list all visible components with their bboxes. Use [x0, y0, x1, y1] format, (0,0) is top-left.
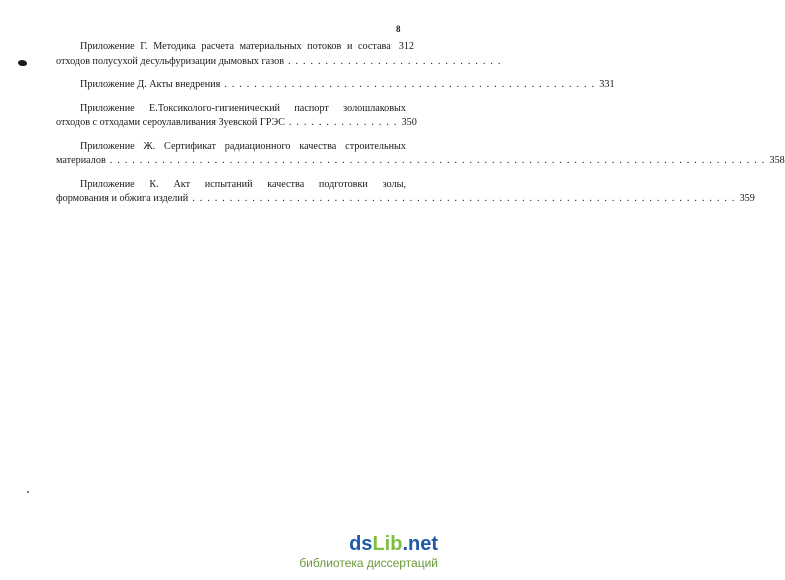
toc-leader-dots: . . . . . . . . . . . . . . . . . . . . . . . . . . . . . . . . . . . . . . . . . . . . . . . . . . . . . . . . . . . . . . . . . . . . . . . . . — [192, 193, 736, 204]
watermark — [299, 534, 438, 570]
toc-entry-page: 358 — [769, 155, 785, 166]
toc-entry[interactable] — [56, 78, 615, 93]
toc-entry-title-line1: Приложение Е.Токсиколого-гигиенический паспорт золошлаковых — [80, 102, 406, 114]
toc-entry-title-line1: Приложение Ж. Сертификат радиационного качества строительных — [80, 140, 406, 152]
toc-entry[interactable] — [56, 102, 417, 131]
toc-entry-title: Приложение Д. Акты внедрения — [80, 79, 221, 90]
toc-entry[interactable] — [56, 178, 755, 207]
ink-blot-mark — [18, 60, 27, 66]
toc-entry-title-line1: Приложение К. Акт испытаний качества подготовки золы, — [80, 178, 406, 190]
watermark-logo: dsLib.net — [349, 533, 438, 555]
toc-entry-title-line2: отходов с отходами сероулавливания Зуевской ГРЭС — [56, 117, 285, 128]
toc-leader-dots: . . . . . . . . . . . . . . . . . . . . . . . . . . . . . . . . . . . . . . . . . . . . . . . . . . — [224, 79, 596, 90]
toc-entry-page: 350 — [401, 117, 417, 128]
ink-dot-mark — [27, 491, 29, 493]
page-number: 8 — [396, 24, 401, 34]
watermark-subtitle: библиотека диссертаций — [299, 556, 438, 570]
toc-entry-title-line1: Приложение Г. Методика расчета материальных потоков и состава — [80, 41, 391, 52]
table-of-contents — [56, 40, 785, 216]
toc-entry[interactable] — [56, 40, 502, 69]
toc-entry-title-line2: материалов — [56, 155, 106, 166]
toc-leader-dots: . . . . . . . . . . . . . . . . . . . . . . . . . . . . . . . . . . . . . . . . . . . . . . . . . . . . . . . . . . . . . . . . . . . . . . . . . . . . . . . . . . . . . . . . — [109, 155, 766, 166]
toc-entry-title-line2: отходов полусухой десульфуризации дымовых газов — [56, 55, 285, 67]
toc-leader-dots: . . . . . . . . . . . . . . . — [288, 117, 398, 128]
toc-entry-page: 312 — [398, 41, 414, 52]
toc-entry-page: 359 — [739, 193, 755, 204]
toc-entry-page: 331 — [599, 79, 615, 90]
toc-entry[interactable] — [56, 140, 785, 169]
toc-leader-dots: . . . . . . . . . . . . . . . . . . . . . . . . . . . . . — [288, 55, 502, 67]
toc-entry-title-line2: формования и обжига изделий — [56, 193, 189, 204]
